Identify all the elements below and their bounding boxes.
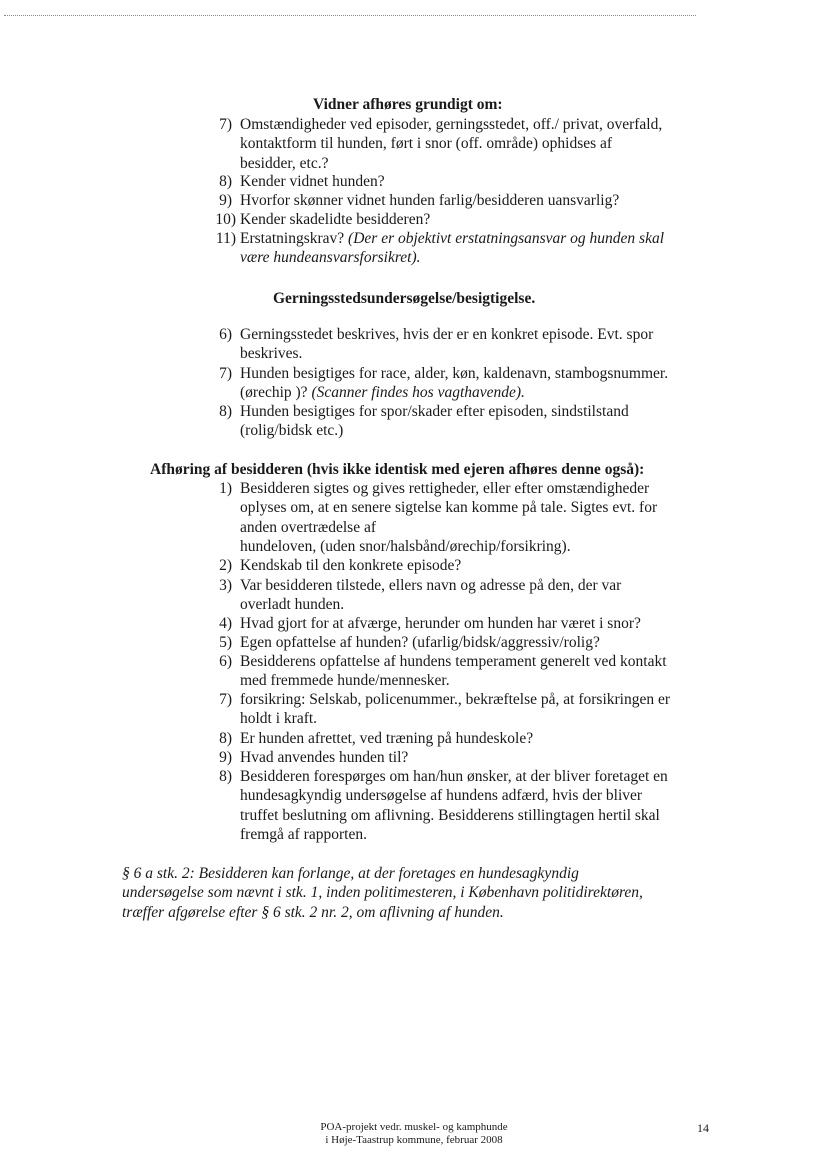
item-text: Omstændigheder ved episoder, gerningsstedet, off./ privat, overfald, kontaktform til hunden, ført i snor (off. område) ophidses af besidder, etc.? bbox=[240, 116, 663, 172]
item-text-italic: (Der er objektivt erstatningsansvar og hunden skal være hundeansvarsforsikret). bbox=[240, 230, 665, 267]
item-text: Hvad gjort for at afværge, herunder om hunden har været i snor? bbox=[240, 615, 641, 632]
item-number: 1) bbox=[219, 480, 232, 497]
item-text: Hunden besigtiges for spor/skader efter episoden, sindstilstand (rolig/bidsk etc.) bbox=[240, 403, 629, 440]
item-number: 10) bbox=[215, 211, 236, 228]
legal-note: § 6 a stk. 2: Besidderen kan forlange, at der foretages en hundesagkyndig undersøgelse som nævnt i stk. 1, inden politimesteren, i København politidirektøren, træffer afgørelse efter § 6 stk. 2 nr. 2, om aflivning af hunden. bbox=[122, 865, 643, 921]
item-text: forsikring: Selskab, policenummer., bekræftelse på, at forsikringen er holdt i kraft. bbox=[240, 691, 671, 728]
item-number: 11) bbox=[215, 230, 236, 247]
item-number: 6) bbox=[219, 326, 232, 343]
item-number: 8) bbox=[219, 403, 232, 420]
item-text: Kendskab til den konkrete episode? bbox=[240, 557, 462, 574]
item-text: Hvorfor skønner vidnet hunden farlig/besidderen uansvarlig? bbox=[240, 192, 620, 209]
section-heading-crime-scene: Gerningsstedsundersøgelse/besigtigelse. bbox=[273, 290, 536, 307]
item-number: 5) bbox=[219, 634, 232, 651]
item-text: Hunden besigtiges for race, alder, køn, kaldenavn, stambogsnummer. (ørechip )? bbox=[240, 365, 669, 402]
item-number: 6) bbox=[219, 653, 232, 670]
item-number: 3) bbox=[219, 577, 232, 594]
item-number: 9) bbox=[219, 192, 232, 209]
item-number: 7) bbox=[219, 691, 232, 708]
item-text: Kender vidnet hunden? bbox=[240, 173, 385, 190]
page-number: 14 bbox=[697, 1121, 709, 1135]
item-number: 7) bbox=[219, 365, 232, 382]
item-text: Erstatningskrav? bbox=[240, 230, 349, 247]
item-text: Kender skadelidte besidderen? bbox=[240, 211, 431, 228]
item-text: Er hunden afrettet, ved træning på hundeskole? bbox=[240, 730, 534, 747]
item-number: 7) bbox=[219, 116, 232, 133]
item-number: 8) bbox=[219, 730, 232, 747]
item-text: Besidderen forespørges om han/hun ønsker, at der bliver foretaget en hundesagkyndig undersøgelse af hundens adfærd, hvis der bliver truffet beslutning om aflivning. Besidderens stillingtagen hertil skal fremgå af rapporten. bbox=[240, 768, 668, 843]
item-text: Besidderen sigtes og gives rettigheder, eller efter omstændigheder oplyses om, at en senere sigtelse kan komme på tale. Sigtes evt. for anden overtrædelse af hundeloven, (uden snor/halsbånd/ørechip/forsikring). bbox=[240, 480, 658, 555]
item-number: 9) bbox=[219, 749, 232, 766]
item-text-italic: (Scanner findes hos vagthavende). bbox=[311, 384, 525, 402]
item-text: Egen opfattelse af hunden? (ufarlig/bidsk/aggressiv/rolig? bbox=[240, 634, 600, 651]
item-text: Var besidderen tilstede, ellers navn og adresse på den, der var overladt hunden. bbox=[240, 577, 622, 614]
item-number: 2) bbox=[219, 557, 232, 574]
item-text: Gerningsstedet beskrives, hvis der er en konkret episode. Evt. spor beskrives. bbox=[240, 326, 654, 363]
item-number: 8) bbox=[219, 173, 232, 190]
item-text: Besidderens opfattelse af hundens temperament generelt ved kontakt med fremmede hunde/mennesker. bbox=[240, 653, 667, 690]
item-number: 4) bbox=[219, 615, 232, 632]
footer-text: POA-projekt vedr. muskel- og kamphunde i Høje-Taastrup kommune, februar 2008 bbox=[320, 1121, 508, 1146]
section-heading-witnesses: Vidner afhøres grundigt om: bbox=[313, 96, 503, 113]
section-heading-owner-interview: Afhøring af besidderen (hvis ikke identisk med ejeren afhøres denne også): bbox=[150, 461, 645, 478]
item-text: Hvad anvendes hunden til? bbox=[240, 749, 409, 766]
item-number: 8) bbox=[219, 768, 232, 785]
scan-edge-line bbox=[4, 15, 696, 16]
